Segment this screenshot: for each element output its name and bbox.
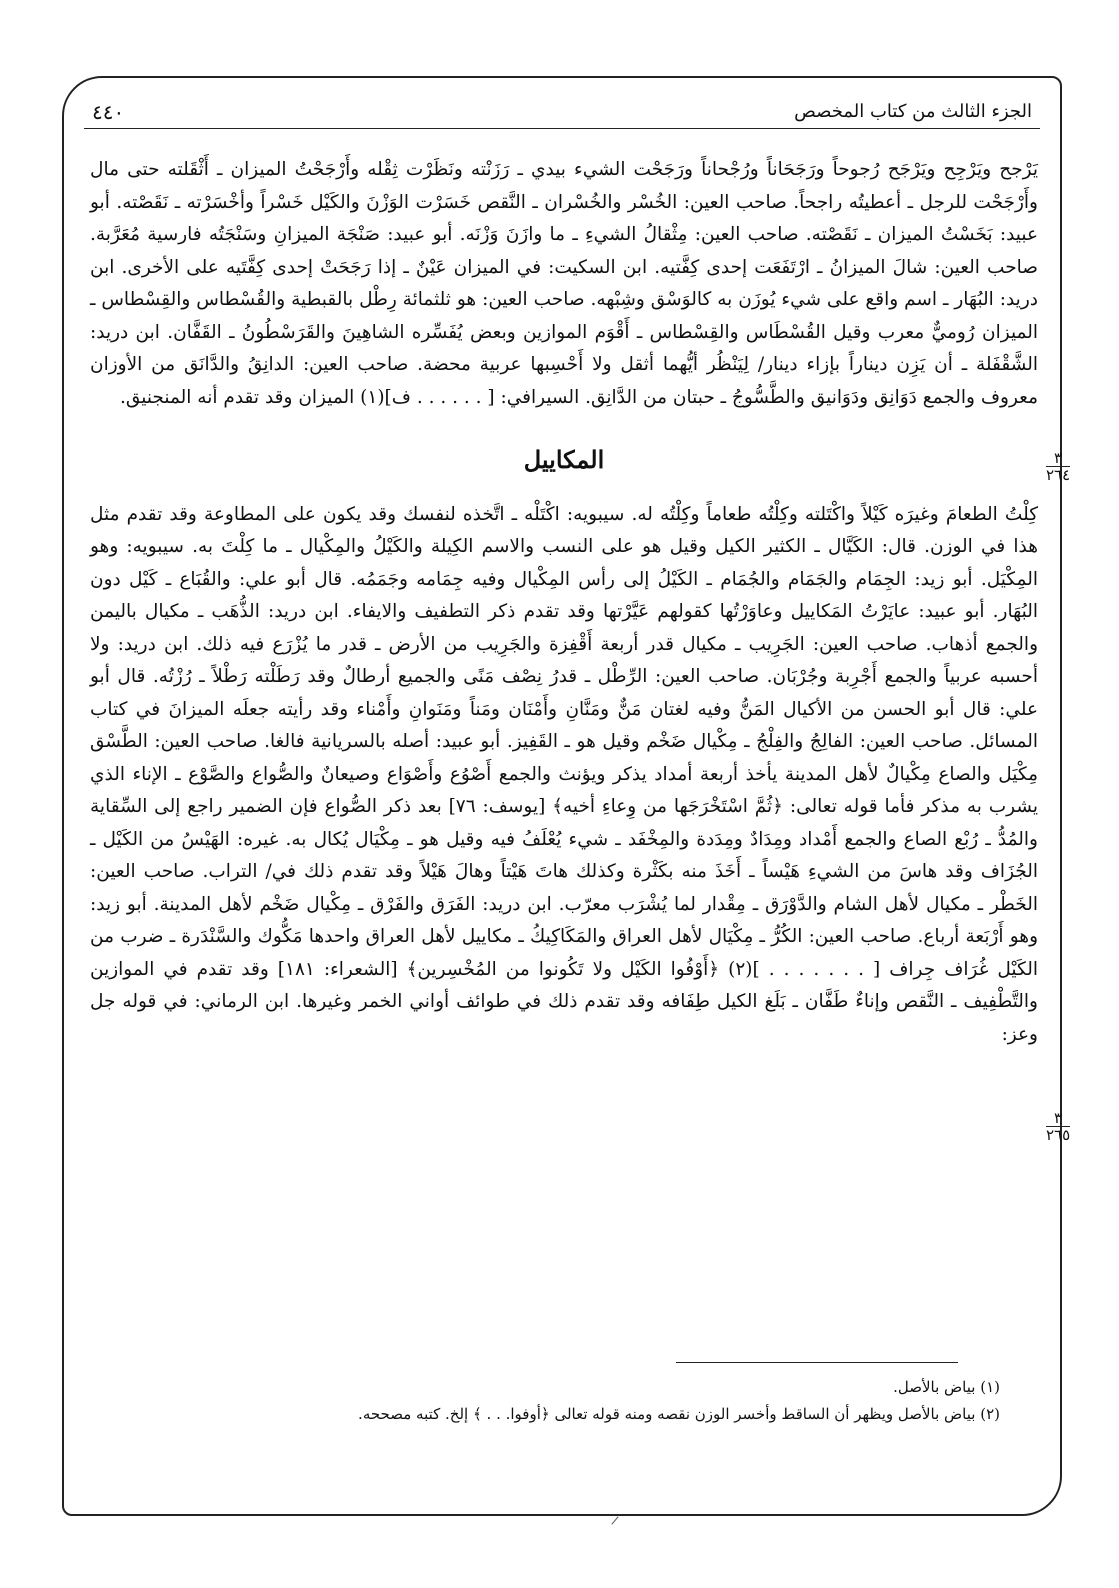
footnotes: [200, 1374, 1000, 1428]
margin-ref-page: ٢٦٥: [1046, 1126, 1071, 1144]
margin-ref-page: ٢٦٤: [1046, 466, 1071, 484]
page-header: [84, 84, 1040, 129]
margin-page-ref: [1046, 1110, 1070, 1143]
footnote-divider: [676, 1362, 958, 1363]
paragraph-measures: كِلْتُ الطعامَ وغيرَه كَيْلاً واكْتَلته وكِلْتُه طعاماً وكِلْتُه له. سيبويه: اكْتَلْه ـ اتَّخذه لنفسك وقد يكون على المطاوعة وقد تقدم مثل هذا في الوزن. قال: الكَيَّال ـ الكثير الكيل وقيل هو على النسب والاسم الكِيلة والكَيْلُ والمِكْيال ـ ما كِلْتَ به. سيبويه: وهو المِكْيَل. أبو زيد: الجِمَام والجَمَام والجُمَام ـ الكَيْلُ إلى رأس المِكْيال وفيه جِمَامه وجَمَمُه. قال أبو علي: والقُبَاع ـ كَيْل دون البُهَار. أبو عبيد: عايَرْتُ المَكاييل وعاوَرْتُها كقولهم عَيَّرْتها وقد تقدم ذكر التطفيف والايفاء. ابن دريد: الذُّهَب ـ مكيال باليمن والجمع أذهاب. صاحب العين: الجَرِيب ـ مكيال قدر أربعة أَقْفِزة والجَرِيب من الأرض ـ قدر ما يُزْرَع فيه ذلك. ابن دريد: ولا أحسبه عربياً والجمع أَجْرِبة وجُرْبَان. صاحب العين: الرِّطْل ـ قدرُ نِصْف مَنًى والجميع أرطالٌ وقد رَطَلْته رَطْلاً ـ رُزْتُه. قال أبو علي: قال أبو الحسن من الأكيال المَنُّ وفيه لغتان مَنٌّ ومَنَّانِ وأَمْنَان ومَناً ومَنَوانِ وأَمْناء وقد رأيته جعلَه الميزانَ في كتاب المسائل. صاحب العين: الفالِجُ والفِلْجُ ـ مِكْيال ضَخْم وقيل هو ـ القَفِيز. أبو عبيد: أصله بالسريانية فالغا. صاحب العين: الطَّسْق مِكْيَل والصاع مِكْيالٌ لأهل المدينة يأخذ أربعة أمداد يذكر ويؤنث والجمع أَصْوُع وأَصْوَاع وصيعانٌ والصُّواع والصَّوْع ـ الإناء الذي يشرب به مذكر فأما قوله تعالى: ﴿ثُمَّ اسْتَخْرَجَها من وِعاءِ أخيه﴾ [يوسف: ٧٦] بعد ذكر الصُّواع فإن الضمير راجع إلى السِّقاية والمُدُّ ـ رُبْع الصاع والجمع أَمْداد ومِدَادٌ ومِدَدة والمِخْفَد ـ شيء يُعْلَفُ فيه وقيل هو ـ مِكْيَال يُكال به. غيره: الهَيْسُ من الكَيْل ـ الجُزَاف وقد هاسَ من الشيءِ هَيْساً ـ أَخَذَ منه بكَثْرة وكذلك هاتَ هَيْتاً وهالَ هَيْلاً وقد تقدم ذلك في/ التراب. صاحب العين: الخَطْر ـ مكيال لأهل الشام والدَّوْرَق ـ مِقْدار لما يُشْرَب معرّب. ابن دريد: الفَرَق والفَرْق ـ مِكْيال ضَخْم لأهل المدينة. أبو زيد: وهو أَرْبَعة أرباع. صاحب العين: الكُرُّ ـ مِكْيَال لأهل العراق والمَكَاكِيكُ ـ مكاييل لأهل العراق واحدها مَكُّوك والسَّنْدَرة ـ ضرب من الكَيْل غُرَاف جِراف [ . . . . . . . ](٢) ﴿أَوْفُوا الكَيْل ولا تَكُونوا من المُخْسِرين﴾ [الشعراء: ١٨١] وقد تقدم في الموازين والتَّطْفِيف ـ النَّقص وإناءٌ طَفَّان ـ بَلَغ الكيل طِفَافه وقد تقدم ذلك في طوائف أواني الخمر وغيرها. ابن الرماني: في قوله جل وعز:: [90, 503, 1039, 1045]
scan-mark: [611, 1516, 618, 1524]
footnote-2: (٢) بياض بالأصل ويظهر أن الساقط وأخسر الوزن نقصه ومنه قوله تعالى ﴿أوفوا. . . ﴾ إلخ. كتبه مصححه.: [358, 1405, 1000, 1423]
footnote-1: (١) بياض بالأصل.: [893, 1378, 1000, 1396]
margin-ref-volume: ٣: [1046, 450, 1070, 467]
margin-page-ref: [1046, 450, 1070, 483]
running-title: الجزء الثالث من كتاب المخصص: [794, 101, 1032, 122]
section-heading: المكاييل: [523, 445, 605, 474]
main-text: [90, 154, 1038, 1051]
page-number: ٤٤٠: [92, 100, 125, 124]
margin-ref-volume: ٣: [1046, 1110, 1070, 1127]
paragraph-weights: يَرْجح ويَرْجِح ويَرْجَح رُجوحاً ورَجَحَاناً ورُجْحاناً ورَجَحْت الشيء بيدي ـ رَزَنْته ونَظَرْت ثِقْله وأَرْجَحْتُ الميزان ـ أَثْقَلته حتى مال وأَرْجَحْت للرجل ـ أعطيتُه راجحاً. صاحب العين: الخُسْر والخُسْران ـ النَّقص خَسَرْت الوَزْنَ والكَيْل خَسْراً وأخْسَرْته ـ نَقَصْته. أبو عبيد: بَخَسْتُ الميزان ـ نَقَصْته. صاحب العين: مِثْقالُ الشيءِ ـ ما وازَنَ وَزْنَه. أبو عبيد: صَنْجَة الميزانِ وسَنْجَتُه فارسية مُعَرَّبة. صاحب العين: شالَ الميزانُ ـ ارْتَفَعَت إحدى كِفَّتيه. ابن السكيت: في الميزان عَيْنٌ ـ إذا رَجَحَتْ إحدى كِفَّتَيه على الأخرى. ابن دريد: البُهَار ـ اسم واقع على شيء يُوزَن به كالوَسْق وشِبْهه. صاحب العين: هو ثلثمائة رِطْل بالقبطية والقُسْطاس والقِسْطاس ـ الميزان رُوميٌّ معرب وقيل القُسْطَاس والقِسْطاس ـ أَقْوَم الموازين وبعض يُفَسِّره الشاهِينَ والقَرَسْطُونُ ـ القَفَّان. ابن دريد: الشَّقْفَلة ـ أن يَزِن ديناراً بإزاء دينار/ لِيَنْظُر أيُّهما أثقل ولا أَحْسِبها عربية محضة. صاحب العين: الدانِقُ والدَّانَق من الأوزان معروف والجمع دَوَانِق ودَوَانيق والطَّسُّوجُ ـ حبتان من الدَّانِق. السيرافي: [ . . . . . . ف](١) الميزان وقد تقدم أنه المنجنيق.: [90, 159, 1038, 408]
